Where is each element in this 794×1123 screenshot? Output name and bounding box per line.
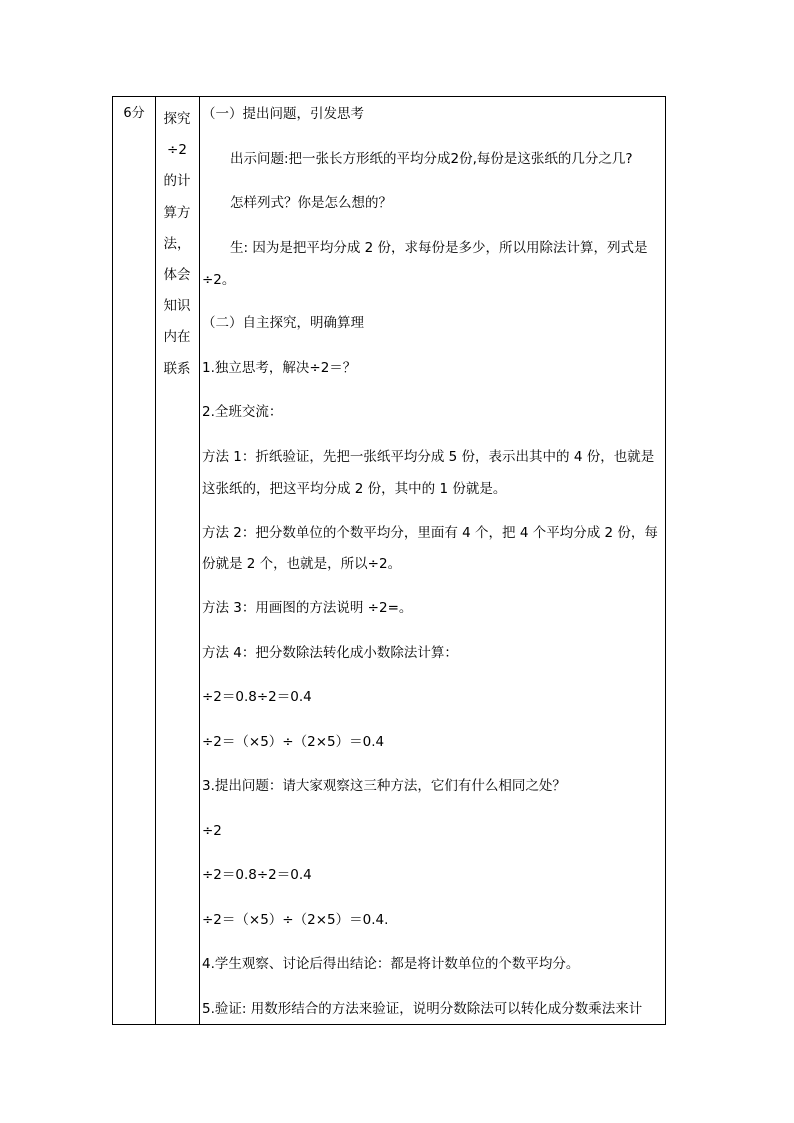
section-1-title: （一）提出问题，引发思考: [202, 106, 364, 122]
how-to-text: 怎样列式？你是怎么想的？: [230, 195, 392, 211]
method-2-line-2: 份就是 2 个，也就是，所以÷2。: [202, 556, 402, 572]
method-3: 方法 3：用画图的方法说明 ÷2=。: [202, 600, 413, 616]
step-3: 3.提出问题：请大家观察这三种方法，它们有什么相同之处？: [202, 778, 566, 794]
method-2-line-1: 方法 2：把分数单位的个数平均分，里面有 4 个，把 4 个平均分成 2 份，每: [202, 525, 658, 541]
formula-c: ÷2: [202, 823, 222, 839]
method-1-line-1: 方法 1：折纸验证，先把一张纸平均分成 5 份，表示出其中的 4 份，也就是: [202, 449, 655, 465]
topic-line: 法，: [163, 235, 191, 252]
formula-e: ÷2＝（×5）÷（2×5）＝0.4.: [202, 912, 389, 928]
topic-line: 知识: [163, 298, 191, 315]
formula-d: ÷2＝0.8÷2＝0.4: [202, 867, 312, 883]
section-2-title: （二）自主探究，明确算理: [202, 315, 364, 331]
topic-cell: [158, 97, 196, 385]
question-text: 出示问题:把一张长方形纸的平均分成2份,每份是这张纸的几分之几?: [230, 151, 633, 167]
formula-b: ÷2＝（×5）÷（2×5）＝0.4: [202, 734, 385, 750]
step-4: 4.学生观察、讨论后得出结论：都是将计数单位的个数平均分。: [202, 956, 580, 972]
student-answer-line-2: ÷2。: [202, 272, 236, 288]
topic-line: 内在: [163, 329, 191, 346]
formula-a: ÷2＝0.8÷2＝0.4: [202, 689, 312, 705]
column-divider: [155, 97, 156, 1024]
step-2: 2.全班交流：: [202, 404, 283, 420]
lesson-plan-table: [112, 96, 666, 1025]
time-cell: 6分: [123, 106, 145, 121]
topic-line: 的计: [163, 173, 191, 190]
method-4: 方法 4：把分数除法转化成小数除法计算：: [202, 645, 458, 661]
topic-line: 探究: [163, 111, 191, 127]
student-answer-line-1: 生: 因为是把平均分成 2 份，求每份是多少，所以用除法计算，列式是: [230, 240, 648, 256]
topic-line: 算方: [163, 204, 191, 221]
topic-line: 体会: [163, 267, 191, 284]
topic-line: 联系: [163, 360, 191, 377]
step-5: 5.验证: 用数形结合的方法来验证，说明分数除法可以转化成分数乘法来计: [202, 1001, 643, 1017]
topic-line: ÷2: [167, 142, 187, 159]
method-1-line-2: 这张纸的，把这平均分成 2 份，其中的 1 份就是。: [202, 481, 507, 497]
step-1: 1.独立思考，解决÷2＝？: [202, 360, 357, 376]
column-divider: [199, 97, 200, 1024]
